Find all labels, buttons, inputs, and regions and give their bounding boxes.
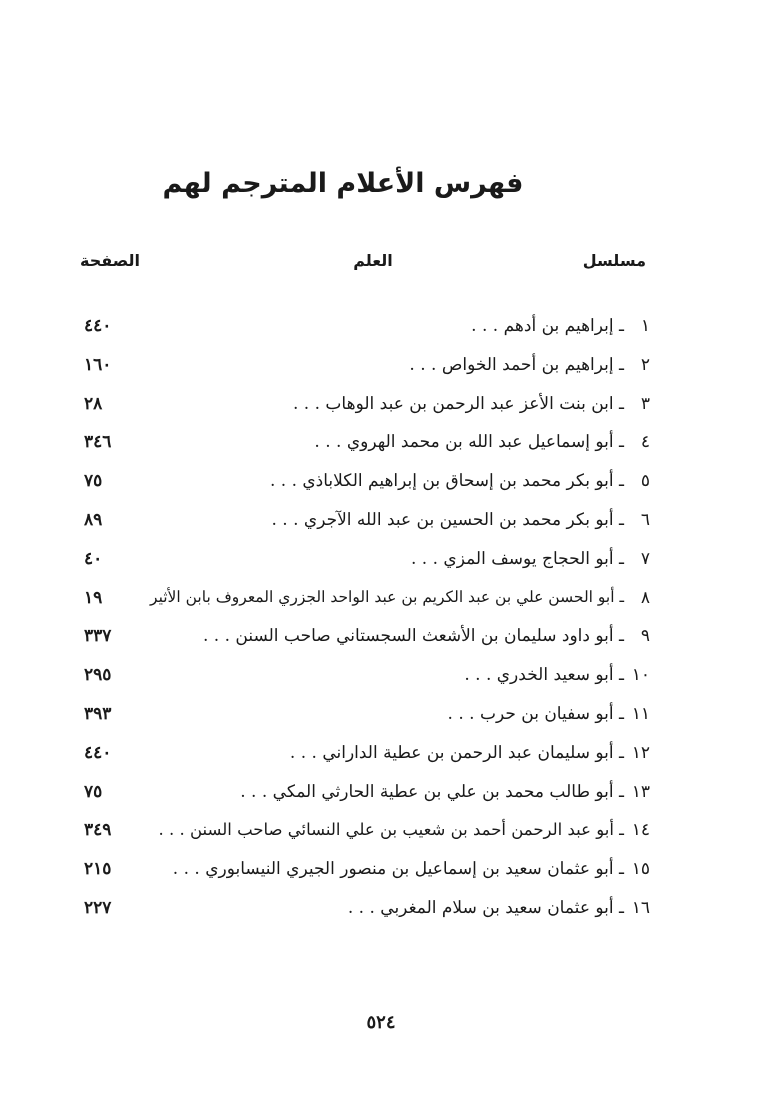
entry-name: ـ أبو داود سليمان بن الأشعث السجستاني صاحب السنن . . . <box>202 626 624 647</box>
list-item <box>0 545 762 584</box>
entry-page: ١٩ <box>84 587 103 608</box>
entry-page: ٧٥ <box>84 471 103 492</box>
entry-name: ـ أبو عبد الرحمن أحمد بن شعيب بن علي النسائي صاحب السنن . . . <box>158 820 624 840</box>
list-item <box>0 428 762 467</box>
entry-number: ٥ <box>640 471 650 492</box>
page-number: ٥٢٤ <box>366 1012 396 1033</box>
entry-name: ـ أبو سليمان عبد الرحمن بن عطية الداراني . . . <box>289 742 624 763</box>
entry-name: ـ ابن بنت الأعز عبد الرحمن بن عبد الوهاب . . . <box>293 393 624 414</box>
entry-name: ـ أبو الحجاج يوسف المزي . . . <box>410 548 624 569</box>
entry-number: ٣ <box>640 393 650 414</box>
entry-page: ٢٢٧ <box>84 897 112 918</box>
entry-name: ـ أبو سعيد الخدري . . . <box>464 665 624 686</box>
list-item <box>0 390 762 429</box>
list-item <box>0 351 762 390</box>
entry-page: ٣٣٧ <box>84 626 112 647</box>
list-item <box>0 816 762 855</box>
entry-page: ٢١٥ <box>84 859 112 880</box>
entry-page: ٤٠ <box>84 548 103 569</box>
entry-name: ـ أبو إسماعيل عبد الله بن محمد الهروي . . . <box>314 432 624 453</box>
list-item <box>0 312 762 351</box>
header-name: العلم <box>353 251 393 270</box>
header-serial: مسلسل <box>582 251 646 270</box>
list-item <box>0 778 762 817</box>
entry-number: ٩ <box>640 626 650 647</box>
header-page: الصفحة <box>80 251 141 270</box>
entry-page: ٤٤٠ <box>84 742 112 763</box>
entry-number: ١٤ <box>631 820 650 841</box>
entry-page: ٧٥ <box>84 781 103 802</box>
entry-name: ـ إبراهيم بن أحمد الخواص . . . <box>409 354 624 375</box>
list-item <box>0 855 762 894</box>
entry-number: ١٢ <box>631 742 650 763</box>
list-item <box>0 622 762 661</box>
entry-name: ـ إبراهيم بن أدهم . . . <box>471 316 624 336</box>
list-item <box>0 661 762 700</box>
entry-number: ١١ <box>631 703 650 724</box>
entry-number: ١٣ <box>631 781 650 802</box>
entry-page: ٣٤٩ <box>84 820 112 841</box>
entry-number: ٦ <box>640 509 650 530</box>
entry-number: ١٠ <box>631 665 650 686</box>
entry-name: ـ أبو الحسن علي بن عبد الكريم بن عبد الواحد الجزري المعروف بابن الأثير <box>150 587 624 606</box>
entry-page: ١٦٠ <box>84 354 112 375</box>
entry-name: ـ أبو سفيان بن حرب . . . <box>447 703 624 724</box>
entry-number: ١٦ <box>631 897 650 918</box>
entry-page: ٤٤٠ <box>84 316 112 336</box>
list-item <box>0 584 762 623</box>
entry-page: ٢٨ <box>84 393 103 414</box>
list-item <box>0 739 762 778</box>
entry-number: ١ <box>640 316 650 336</box>
list-item <box>0 506 762 545</box>
entry-page: ٨٩ <box>84 509 103 530</box>
list-item <box>0 467 762 506</box>
list-item <box>0 894 762 933</box>
entry-number: ١٥ <box>631 859 650 880</box>
entry-page: ٣٩٣ <box>84 703 112 724</box>
entry-name: ـ أبو بكر محمد بن الحسين بن عبد الله الآجري . . . <box>271 509 624 530</box>
entry-name: ـ أبو عثمان سعيد بن سلام المغربي . . . <box>347 897 624 918</box>
entry-name: ـ أبو عثمان سعيد بن إسماعيل بن منصور الجيري النيسابوري . . . <box>172 859 624 880</box>
entry-name: ـ أبو بكر محمد بن إسحاق بن إبراهيم الكلاباذي . . . <box>269 471 624 492</box>
entry-page: ٢٩٥ <box>84 665 112 686</box>
entry-number: ٧ <box>640 548 650 569</box>
list-item <box>0 700 762 739</box>
entry-page: ٣٤٦ <box>84 432 112 453</box>
index-list <box>0 312 762 933</box>
page-title: فهرس الأعلام المترجم لهم <box>162 168 524 199</box>
entry-number: ٨ <box>640 587 650 608</box>
entry-name: ـ أبو طالب محمد بن علي بن عطية الحارثي المكي . . . <box>240 781 624 802</box>
entry-number: ٢ <box>640 354 650 375</box>
entry-number: ٤ <box>640 432 650 453</box>
